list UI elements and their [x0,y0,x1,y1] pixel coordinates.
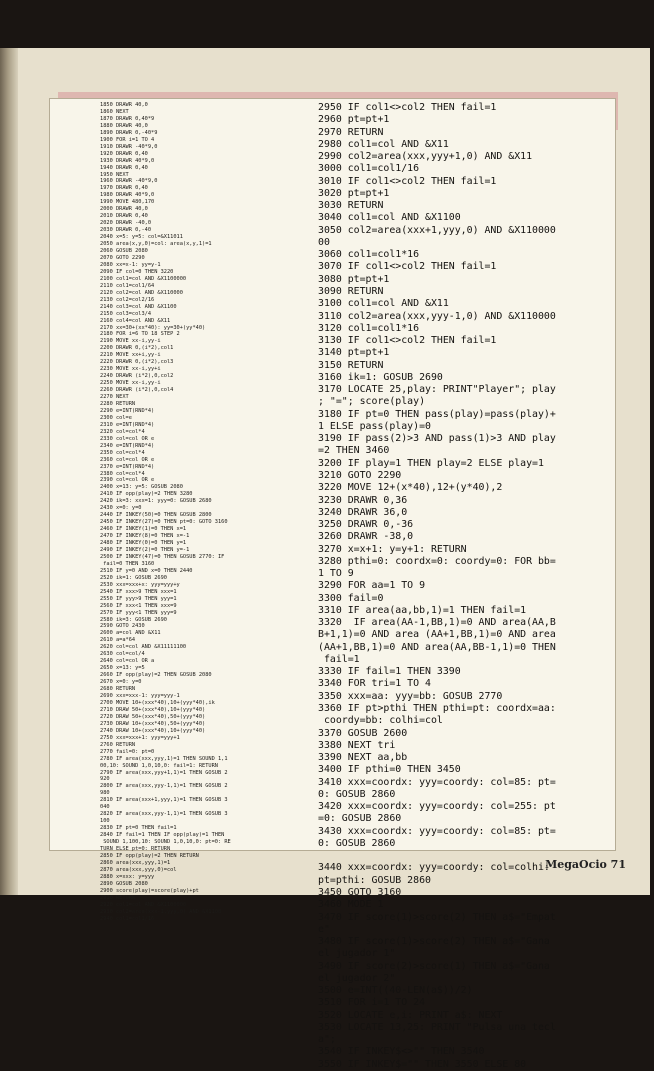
code-line: 2190 MOVE xx-i,yy-i [100,338,161,345]
code-line: 2250 MOVE xx-i,yy-i [100,380,161,387]
code-line: 3090 RETURN [318,285,384,297]
code-line: 2080 xx=x-1: yy=y-1 [100,261,161,268]
code-line: 3280 pthi=0: coordx=0: coordy=0: FOR bb= [318,555,556,567]
code-line: TURN ELSE pt=0: RETURN [100,845,171,852]
code-line: 2640 col=col OR a [100,658,155,665]
code-line: 2660 IF opp(play)=2 THEN GOSUB 2080 [100,672,212,679]
code-line: 2860 area(xxx,yyy,1)=1 [100,859,171,866]
code-line: 3210 GOTO 2290 [318,469,402,481]
code-line: 1860 NEXT [100,108,129,115]
code-line: 3390 NEXT aa,bb [318,752,408,764]
code-line: 2280 RETURN [100,400,136,407]
code-line: 1850 DRAWR 40,0 [100,102,148,108]
code-line: 2030 DRAWR 0,-40 [100,227,152,234]
code-line: 2460 IF INKEY(1)=0 THEN x=1 [100,526,187,533]
code-line: 3260 DRAWR -38,0 [318,531,414,543]
code-line: 2480 IF INKEY(0)=0 THEN y=1 [100,540,187,547]
code-line: 2530 xxx=xxx+x: yyy=yyy+y [100,581,180,588]
code-line: 2450 IF INKEY(27)=0 THEN pt=0: GOTO 3160 [100,519,228,526]
code-line: a"; [318,1034,336,1046]
code-line: 3270 x=x+1: y=y+1: RETURN [318,543,467,555]
code-line: 2960 pt=pt+1 [318,114,390,126]
code-line: =0: GOSUB 2860 [318,813,402,825]
code-line: 2520 ik=1: GOSUB 2690 [100,574,167,581]
code-line: ; "="; score(play) [318,396,426,408]
code-line: 3130 IF col1<>col2 THEN fail=1 [318,335,497,347]
code-line: 2890 GOSUB 2080 [100,880,148,887]
code-line: 3110 col2=area(xxx,yyy-1,0) AND &X110000 [318,310,556,322]
code-line: 2930 col2=area(xxx-1,yyy,0) AND &X1100 [100,908,222,915]
code-line: 1870 DRAWR 0,40*9 [100,115,155,122]
code-line: fail=0 THEN 3160 [100,560,155,567]
code-line: 2050 area(x,y,0)=col: area(x,y,1)=1 [100,241,212,248]
code-line: 2320 col=col*4 [100,428,145,435]
code-line: 3190 IF pass(2)>3 AND pass(1)>3 AND play [318,433,556,445]
code-line: 2730 DRAW 10+(xxx*40),50+(yyy*40) [100,720,206,727]
code-line: 2680 RETURN [100,686,136,693]
code-line: 1 TO 9 [318,568,354,580]
code-line: 3350 xxx=aa: yyy=bb: GOSUB 2770 [318,690,503,702]
code-line: 2910 RETURN [100,894,136,901]
code-line: 1990 MOVE 480,170 [100,199,155,206]
code-line: 3050 col2=area(xxx+1,yyy,0) AND &X110000 [318,224,556,236]
code-line: 2130 col2=col2/16 [100,296,155,303]
code-line: 2040 x=5: y=5: col=&X11011 [100,234,183,241]
code-line: 3310 IF area(aa,bb,1)=1 THEN fail=1 [318,604,527,616]
code-line: 3180 IF pt=0 THEN pass(play)=pass(play)+ [318,408,556,420]
code-line: 3530 LOCATE 13,25: PRINT "Pulsa una tecl [318,1021,556,1033]
code-line: 3380 NEXT tri [318,739,396,751]
code-line: 3150 RETURN [318,359,384,371]
code-line: 2150 col3=col3/4 [100,310,152,317]
code-line: 1960 DRAWR -40*9,0 [100,178,158,185]
code-line: 3290 FOR aa=1 TO 9 [318,580,426,592]
code-line: 2900 score(play)=score(play)+pt [100,887,199,894]
code-line: 2710 DRAW 50+(xxx*40),10+(yyy*40) [100,706,206,713]
code-line: 2210 MOVE xx+i,yy-i [100,352,161,359]
code-line: SOUND 1,100,10: SOUND 1,0,10,0: pt=0: RE [100,839,231,846]
code-line: 2990 col2=area(xxx,yyy+1,0) AND &X11 [318,151,533,163]
code-line: 2200 DRAWR 0,(i*2),col1 [100,345,174,352]
code-column-left [100,102,285,922]
code-line: 2560 IF xxx<1 THEN xxx=9 [100,602,177,609]
code-line: 2870 area(xxx,yyy,0)=col [100,866,177,873]
code-line: 2350 col=col*4 [100,449,145,456]
code-line: B+1,1)=0 AND area (AA+1,BB,1)=0 AND area [318,629,556,641]
code-line: 2020 DRAWR -40,0 [100,220,152,227]
code-line: 2780 IF area(xxx,yyy,1)=1 THEN SOUND 1,1 [100,755,228,762]
code-line: 2690 xxx=xxx-1: yyy=yyy-1 [100,693,180,700]
code-line: 2490 IF INKEY(2)=0 THEN y=-1 [100,547,190,553]
code-line: 3410 xxx=coordx: yyy=coordy: col=85: pt= [318,776,556,788]
code-line: 3200 IF play=1 THEN play=2 ELSE play=1 [318,457,544,469]
code-line: 2230 MOVE xx-i,yy+i [100,366,161,373]
code-line: 2620 col=col AND &X11111100 [100,644,187,651]
code-line: 3330 IF fail=1 THEN 3390 [318,666,461,678]
code-line: 1930 DRAWR 40*9,0 [100,157,155,164]
page-footer: MegaOcio 71 [545,858,626,871]
code-line: 2170 xx=30+(xx*40): yy=30+(yy*40) [100,324,206,331]
code-line: 1 ELSE pass(play)=0 [318,420,431,432]
code-line: 2940 col1=col1/16 [100,915,155,922]
code-line: 00,10: SOUND 1,0,10,0: fail=1: RETURN [100,762,218,769]
code-line: 2610 a=a*64 [100,637,136,644]
code-line: 2650 x=13: y=5 [100,665,145,672]
code-line: 3010 IF col1<>col2 THEN fail=1 [318,175,497,187]
code-line: 2830 IF pt=0 THEN fail=1 [100,825,177,832]
code-line: 2510 IF y=0 AND x=0 THEN 2440 [100,567,193,574]
code-line: (AA+1,BB,1)=0 AND area(AA,BB-1,1)=0 THEN [318,641,556,653]
code-line: 3440 xxx=coordx: yyy=coordy: col=colhi: [318,862,550,874]
code-line: coordy=bb: colhi=col [318,715,443,727]
code-line: 2060 GOSUB 2080 [100,248,148,255]
code-line: 3060 col1=col1*16 [318,249,420,261]
code-line: fail=1 [318,653,360,665]
code-line: 2770 fail=0: pt=0 [100,748,155,755]
code-line: 1980 DRAWR 40*9,0 [100,192,155,199]
code-line: 3240 DRAWR 36,0 [318,506,408,518]
code-line: 1900 FOR i=1 TO 4 [100,136,155,143]
code-line: 2100 col1=col AND &X1100000 [100,275,187,282]
code-line: 2290 e=INT(RND*4) [100,407,155,414]
code-line: 3080 pt=pt+1 [318,273,390,285]
code-line: 3470 IF score(1)>score(2) THEN a$="Empat [318,911,556,923]
code-line: 3460 MODE 1 [318,899,384,911]
code-line: 1950 NEXT [100,171,129,178]
code-line: 2160 col4=col AND &X11 [100,317,171,324]
code-line: 100 [100,818,110,825]
code-line: 1890 DRAWR 0,-40*9 [100,129,158,136]
code-line: 2980 col1=col AND &X11 [318,138,449,150]
code-line: 3420 xxx=coordx: yyy=coordy: col=255: pt [318,801,556,813]
code-line: 3070 IF col1<>col2 THEN fail=1 [318,261,497,273]
code-line: 2220 DRAWR 0,(i*2),col3 [100,359,174,366]
code-line: 2400 x=13: y=5: GOSUB 2080 [100,484,183,491]
code-line: 2570 IF yyy<1 THEN yyy=9 [100,609,177,616]
code-line: 1920 DRAWR 0,40 [100,150,148,157]
code-line: 2120 col2=col AND &X110000 [100,289,183,296]
code-line: 3030 RETURN [318,200,384,212]
code-line: 3550 IF INKEY$="" THEN 3550 ELSE 80 [318,1058,527,1070]
code-line: 2240 DRAWR (i*2),0,col2 [100,373,174,380]
page-gutter [0,48,18,895]
code-line: 2330 col=col OR e [100,435,155,442]
code-line: 2740 DRAW 10+(xxx*40),10+(yyy*40) [100,727,206,734]
code-line: 2810 IF area(xxx+1,yyy,1)=1 THEN GOSUB 3 [100,797,228,804]
code-line: 2110 col1=col1/64 [100,282,155,289]
code-line: 1940 DRAWR 0,40 [100,164,148,171]
code-line: 3040 col1=col AND &X1100 [318,212,461,224]
code-line: 3500 e=INT((40-LEN(a$))/2) [318,985,473,997]
code-line: 2580 ik=3: GOSUB 2690 [100,616,167,623]
code-line: 2700 MOVE 10+(xxx*40),10+(yyy*40),ik [100,699,215,706]
code-line: 3300 fail=0 [318,592,384,604]
code-line: 2340 e=INT(RND*4) [100,442,155,449]
code-line: 2880 x=xxx: y=yyy [100,873,155,880]
code-line: el jugador 2" [318,972,396,984]
code-line: 920 [100,776,110,783]
code-line: 2600 a=col AND &X11 [100,630,161,637]
code-line: 3120 col1=col1*16 [318,322,420,334]
code-column-right [318,102,620,1071]
code-line: 3320 IF area(AA-1,BB,1)=0 AND area(AA,B [318,617,556,629]
code-line: 3170 LOCATE 25,play: PRINT"Player"; play [318,384,556,396]
code-line: 2920 col1=col AND &X1100000 [100,901,187,908]
code-line: 2850 IF opp(play)=2 THEN RETURN [100,852,199,859]
code-line: 3160 ik=1: GOSUB 2690 [318,371,443,383]
code-line: 2500 IF INKEY(47)=0 THEN GOSUB 2770: IF [100,553,225,560]
code-line: =2 THEN 3460 [318,445,390,457]
code-line: 3520 LOCATE e,i: PRINT a$: NEXT [318,1009,503,1021]
code-line: 2470 IF INKEY(8)=0 THEN x=-1 [100,533,190,540]
code-line: 2380 col=col*4 [100,470,145,477]
code-line: 1880 DRAWR 40,0 [100,122,148,129]
code-line: 2800 IF area(xxx,yyy-1,1)=1 THEN GOSUB 2 [100,783,228,790]
code-line: 2390 col=col OR e [100,477,155,484]
code-line: 2180 FOR i=6 TO 18 STEP 2 [100,331,180,338]
code-line: 3250 DRAWR 0,-36 [318,519,414,531]
code-line: 2430 x=0: y=0 [100,505,142,512]
code-line: 3230 DRAWR 0,36 [318,494,408,506]
code-line: 3480 IF score(1)>score(2) THEN a$="Gana [318,936,550,948]
code-line: 2790 IF area(xxx,yyy+1,1)=1 THEN GOSUB 2 [100,769,228,776]
code-line: 2270 NEXT [100,394,129,401]
code-line: 2550 IF yyy>9 THEN yyy=1 [100,595,177,602]
code-line: 2950 IF col1<>col2 THEN fail=1 [318,102,497,113]
code-line: 2070 GOTO 2290 [100,254,145,261]
code-line: 3220 MOVE 12+(x*40),12+(y*40),2 [318,482,503,494]
code-line: 0: GOSUB 2860 [318,837,396,849]
code-line: 2260 DRAWR (i*2),0,col4 [100,387,174,394]
code-line: 3020 pt=pt+1 [318,187,390,199]
code-line: 1910 DRAWR -40*9,0 [100,143,158,150]
code-line: 2410 IF opp(play)=2 THEN 3280 [100,491,193,498]
code-line: 2820 IF area(xxx,yyy-1,1)=1 THEN GOSUB 3 [100,811,228,818]
code-line: 1970 DRAWR 0,40 [100,185,148,192]
code-line: 3510 FOR i=1 TO 24 [318,997,426,1009]
code-line: 00 [318,236,330,248]
code-line: el jugador 1" [318,948,396,960]
code-line: 3370 GOSUB 2600 [318,727,408,739]
code-line: 3000 col1=col1/16 [318,163,420,175]
code-line: 980 [100,790,110,797]
code-line: 2140 col3=col AND &X1100 [100,303,177,310]
code-line: 040 [100,804,110,811]
code-line: 0: GOSUB 2860 [318,788,396,800]
code-line: 2420 ik=3: xxx=1: yyy=0: GOSUB 2680 [100,498,212,505]
code-line: 2670 x=0: y=0 [100,679,142,686]
code-line: 3490 IF score(2)>score(1) THEN a$="Gana [318,960,550,972]
code-line: 2760 RETURN [100,741,136,748]
code-line: 2750 xxx=xxx+1: yyy=yyy+1 [100,734,180,741]
code-line: 2370 e=INT(RND*4) [100,463,155,470]
code-line: 2630 col=col/4 [100,651,145,658]
code-line: e" [318,923,330,935]
code-line: 3100 col1=col AND &X11 [318,298,449,310]
code-line: 2090 IF col=0 THEN 3220 [100,268,174,275]
code-line: 3450 GOTO 3160 [318,887,402,898]
code-line: 2360 col=col OR e [100,456,155,463]
code-line: 3140 pt=pt+1 [318,347,390,359]
code-line: 2540 IF xxx>9 THEN xxx=1 [100,588,177,595]
code-line: 3360 IF pt>pthi THEN pthi=pt: coordx=aa: [318,703,556,715]
code-line: 2310 e=INT(RND*4) [100,421,155,428]
code-line: pt=pthi: GOSUB 2860 [318,874,431,886]
code-line: 2590 GOTO 2430 [100,623,145,630]
code-line: 3400 IF pthi=0 THEN 3450 [318,764,461,776]
code-line: 2720 DRAW 50+(xxx*40),50+(yyy*40) [100,713,206,720]
code-line: 2440 IF INKEY(50)=0 THEN GOSUB 2800 [100,512,212,519]
code-line: 2840 IF fail=1 THEN IF opp(play)=1 THEN [100,832,225,839]
code-line: 2000 DRAWR 40,0 [100,206,148,213]
code-line: 3340 FOR tri=1 TO 4 [318,678,431,690]
code-line: 2010 DRAWR 0,40 [100,213,148,220]
code-line: 2970 RETURN [318,126,384,138]
code-line: 3430 xxx=coordx: yyy=coordy: col=85: pt= [318,825,556,837]
code-line: 2300 col=e [100,414,132,421]
code-line: 3540 IF INKEY$<>"" THEN 3540 [318,1046,485,1058]
